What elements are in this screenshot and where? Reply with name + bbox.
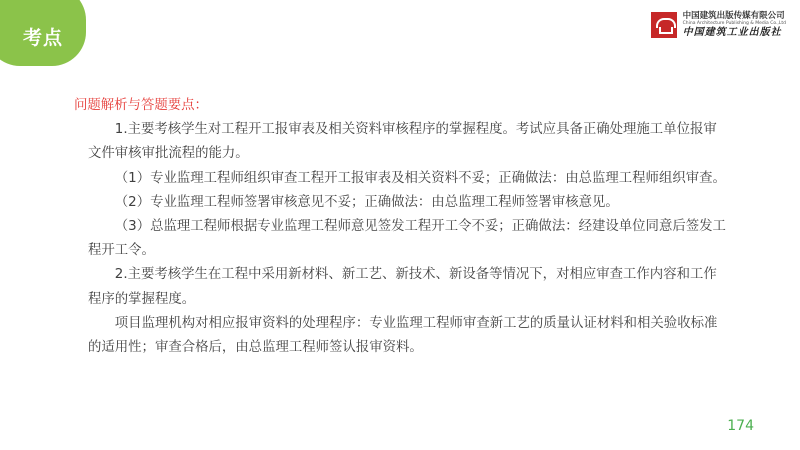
slide-content	[74, 94, 728, 360]
publisher-name-cn: 中国建筑出版传媒有限公司	[682, 11, 785, 22]
paragraph-2: （1）专业监理工程师组织审查工程开工报审表及相关资料不妥；正确做法：由总监理工程师组织审查。	[114, 170, 726, 186]
paragraph-5: 2.主要考核学生在工程中采用新材料、新工艺、新技术、新设备等情况下，对相应审查工作内容和工作程序的掌握程度。	[88, 267, 717, 307]
topic-badge	[0, 0, 86, 66]
publisher-logo-text	[683, 12, 786, 37]
paragraph-3: （2）专业监理工程师签署审核意见不妥；正确做法：由总监理工程师签署审核意见。	[114, 194, 619, 210]
publisher-calligraphy: 中国建筑工业出版社	[682, 26, 782, 38]
paragraph-6: 项目监理机构对相应报审资料的处理程序：专业监理工程师审查新工艺的质量认证材料和相关验收标准的适用性；审查合格后，由总监理工程师签认报审资料。	[88, 315, 718, 356]
paragraph-1: 1.主要考核学生对工程开工报审表及相关资料审核程序的掌握程度。考试应具备正确处理施工单位报审文件审核审批流程的能力。	[88, 122, 717, 162]
section-heading: 问题解析与答题要点：	[74, 98, 208, 113]
paragraph-4: （3）总监理工程师根据专业监理工程师意见签发工程开工令不妥；正确做法：经建设单位同意后签发工程开工令。	[88, 219, 726, 259]
publisher-logo	[651, 12, 786, 38]
topic-badge-label: 考点	[22, 27, 63, 49]
publisher-emblem-icon	[651, 12, 677, 38]
publisher-name-en: China Architecture Publishing & Media Co.,Ltd	[682, 20, 786, 26]
page-number: 174	[727, 418, 754, 434]
